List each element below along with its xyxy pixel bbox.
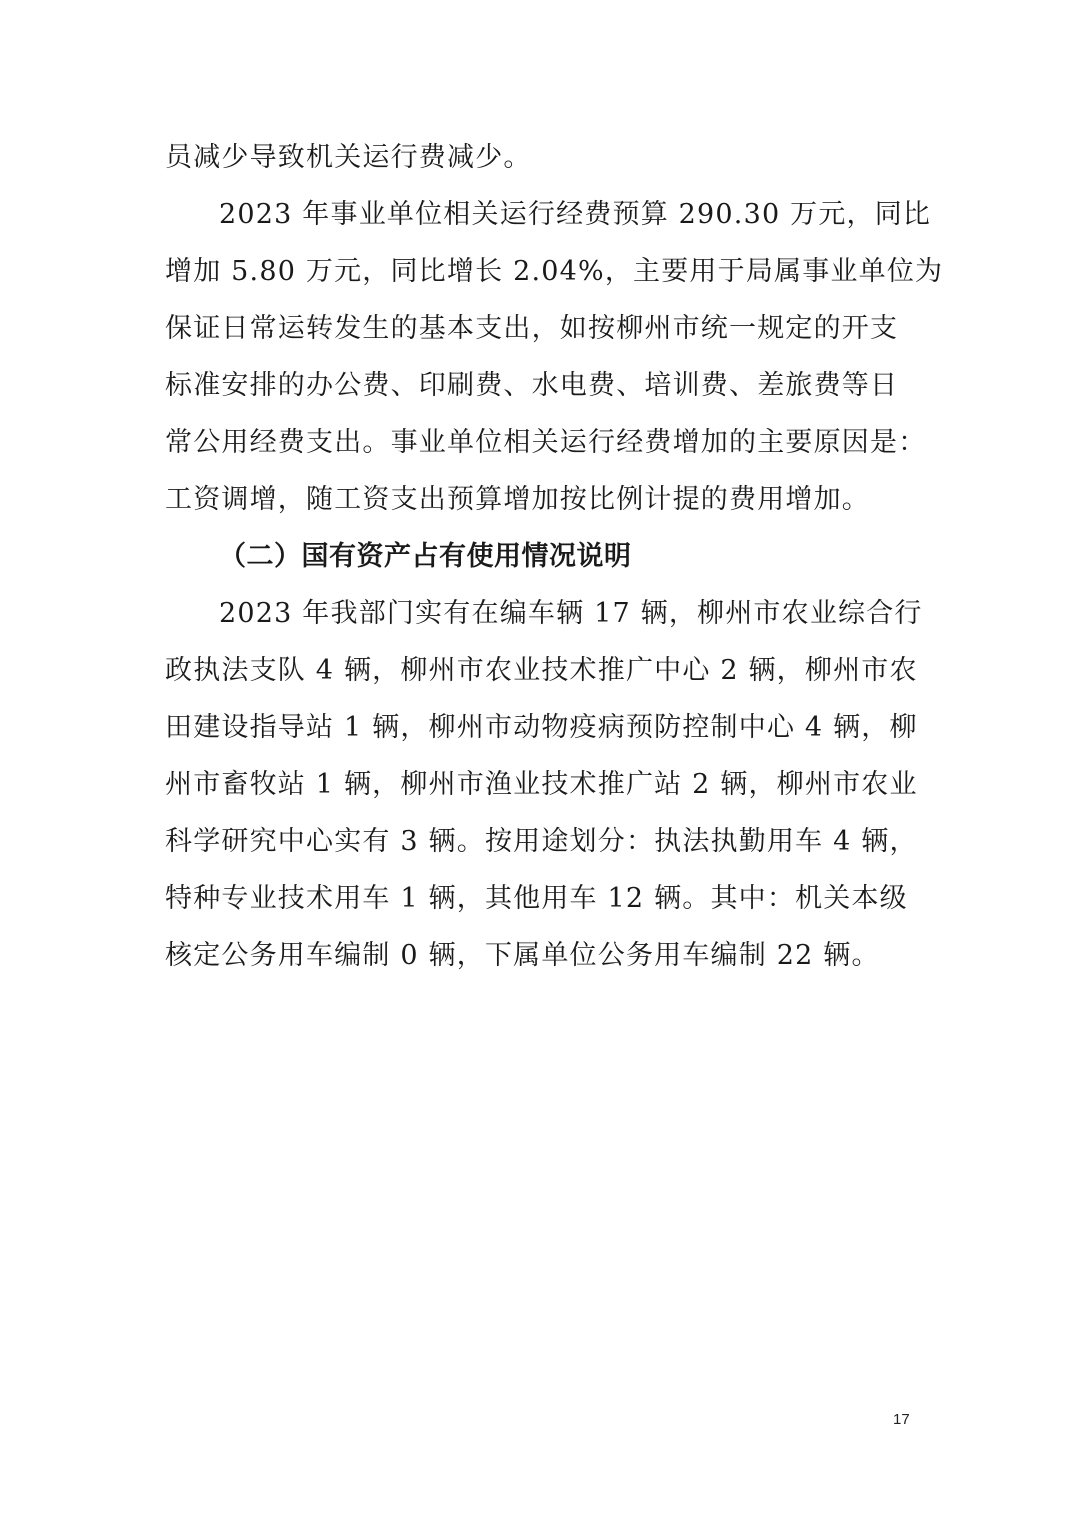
- text-line: 工资调增，随工资支出预算增加按比例计提的费用增加。: [165, 484, 870, 515]
- body-text: [165, 129, 944, 984]
- text-line: 员减少导致机关运行费减少。: [165, 142, 532, 173]
- section-heading: （二）国有资产占有使用情况说明: [219, 541, 632, 572]
- text-line: 核定公务用车编制 0 辆，下属单位公务用车编制 22 辆。: [165, 940, 880, 971]
- page-number: 17: [893, 1411, 910, 1428]
- text-line: 科学研究中心实有 3 辆。按用途划分：执法执勤用车 4 辆，: [165, 826, 918, 857]
- text-line: 常公用经费支出。事业单位相关运行经费增加的主要原因是：: [165, 427, 927, 458]
- text-line: 增加 5.80 万元，同比增长 2.04%，主要用于局属事业单位为: [165, 256, 944, 287]
- text-line: 田建设指导站 1 辆，柳州市动物疫病预防控制中心 4 辆，柳: [165, 712, 918, 743]
- text-line: 保证日常运转发生的基本支出，如按柳州市统一规定的开支: [165, 313, 899, 344]
- paragraph-start-line: 2023 年我部门实有在编车辆 17 辆，柳州市农业综合行: [219, 598, 923, 629]
- text-line: 特种专业技术用车 1 辆，其他用车 12 辆。其中：机关本级: [165, 883, 908, 914]
- text-line: 标准安排的办公费、印刷费、水电费、培训费、差旅费等日: [165, 370, 899, 401]
- paragraph-start-line: 2023 年事业单位相关运行经费预算 290.30 万元，同比: [219, 199, 932, 230]
- text-line: 州市畜牧站 1 辆，柳州市渔业技术推广站 2 辆，柳州市农业: [165, 769, 918, 800]
- text-line: 政执法支队 4 辆，柳州市农业技术推广中心 2 辆，柳州市农: [165, 655, 918, 686]
